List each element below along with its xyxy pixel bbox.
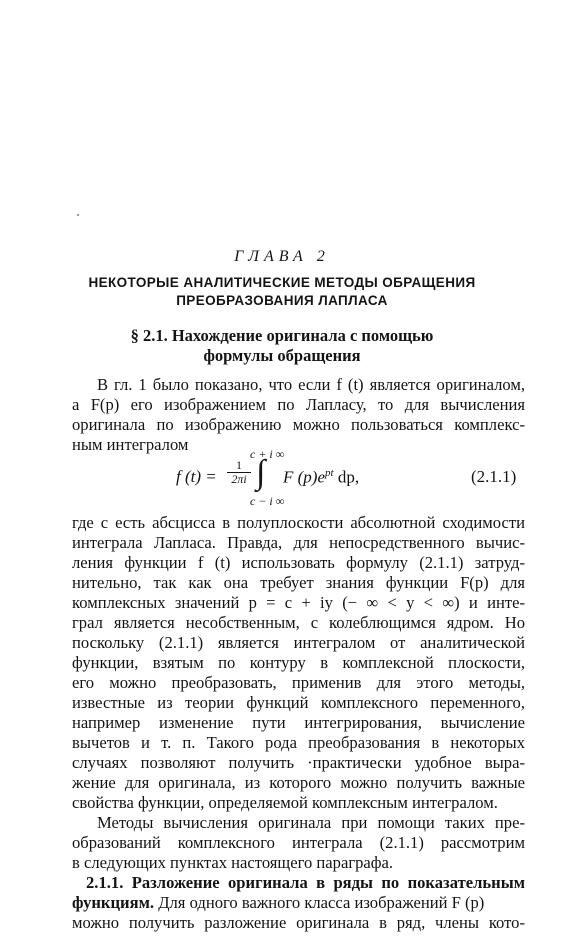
chapter-title-line-2: ПРЕОБРАЗОВАНИЯ ЛАПЛАСА [176,293,388,308]
paragraph-line: вычетов и т. п. Такого рода преобразования в некоторых [72,733,525,752]
paragraph-line: образований комплексного интеграла (2.1.1) рассмотрим [72,833,525,852]
section-title-line-2: формулы обращения [203,346,361,365]
paragraph-line: функции, взятым по контуру в комплексной плоскости, [72,653,525,672]
paragraph-line: грал является несобственным, с колеблющимся ядром. Но [72,613,525,632]
fraction-numerator: 1 [227,459,251,473]
equation-number: (2.1.1) [471,467,517,486]
paragraph-line: случаях позволяют получить ·практически удобное выра- [72,753,525,772]
paragraph-line: интеграла Лапласа. Правда, для непосредственного вычис- [72,533,525,552]
chapter-heading: ГЛАВА 2 [234,248,330,265]
paragraph-line: ным интегралом [72,435,189,454]
paragraph-line: можно получить разложение оригинала в ряд, члены кото- [72,913,525,932]
integrand-exponent: pt [325,467,334,479]
subsection-heading-tail: функциям. [72,893,155,912]
page-speck [77,214,79,216]
paragraph-line: оригинала по изображению можно пользоваться комплекс- [72,415,525,434]
paragraph-line: ления функции f (t) использовать формулу (2.1.1) затруд- [72,553,525,572]
paragraph-line: В гл. 1 было показано, что если f (t) является оригиналом, [97,375,525,394]
integral-upper-limit: c + i ∞ [250,447,285,461]
paragraph-line: в следующих пунктах настоящего параграфа. [72,853,394,872]
formula-lhs: f (t) = [176,467,217,486]
paragraph-line: его можно преобразовать, применив для этого методы, [72,673,525,692]
integrand-differential: dp, [333,467,360,487]
integrand [283,467,359,488]
paragraph-line: например изменение пути интегрирования, вычисление [72,713,525,732]
paragraph-line: а F(p) его изображением по Лапласу, то для вычисления [72,395,525,414]
paragraph-line: где c есть абсцисса в полуплоскости абсолютной сходимости [72,513,525,532]
paragraph-line: поскольку (2.1.1) является интегралом от аналитической [72,633,525,652]
paragraph-line: известные из теории функций комплексного переменного, [72,693,525,712]
paragraph-line: Методы вычисления оригинала при помощи таких пре- [97,813,525,832]
section-title-line-1: § 2.1. Нахождение оригинала с помощью [130,326,434,345]
integrand-base: F (p)e [283,467,326,487]
subsection-first-line [72,893,525,913]
paragraph-line: жение для оригинала, из которого можно получить важные [72,773,525,792]
paragraph-line: свойства функции, определяемой комплексным интегралом. [72,793,498,812]
subsection-heading: 2.1.1. Разложение оригинала в ряды по показательным [86,873,525,892]
formula-fraction [227,459,251,486]
chapter-title-line-1: НЕКОТОРЫЕ АНАЛИТИЧЕСКИЕ МЕТОДЫ ОБРАЩЕНИЯ [88,275,476,290]
integral-sign: ∫ [256,454,266,491]
fraction-denominator: 2πi [231,472,247,486]
paragraph-line: нительно, так как она требует знания функции F(p) для [72,573,525,592]
subsection-text: Для одного важного класса изображений F (p) [154,893,485,912]
inversion-formula [0,447,564,509]
paragraph-line: комплексных значений p = c + iy (− ∞ < y < ∞) и инте- [72,593,525,612]
integral-lower-limit: c − i ∞ [250,494,285,508]
